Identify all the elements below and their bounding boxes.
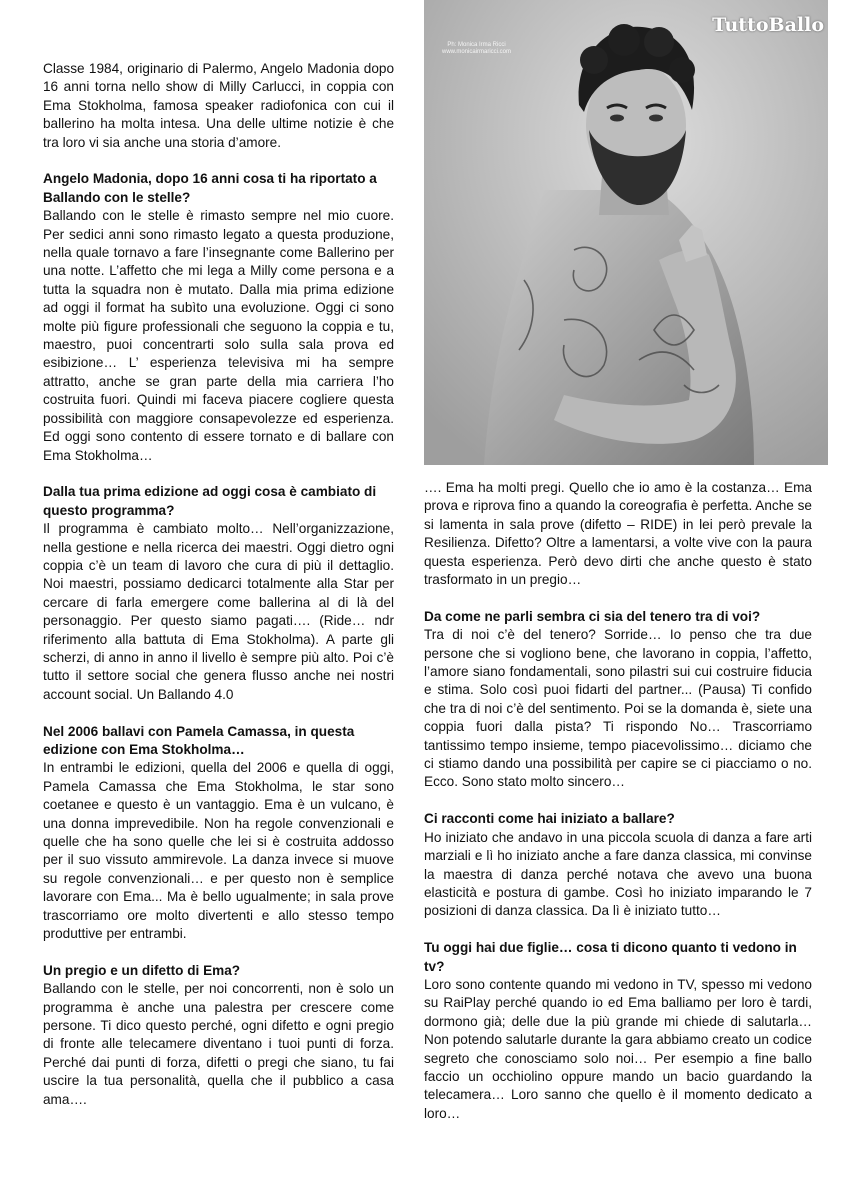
answer-paragraph: Ho iniziato che andavo in una piccola scuola di danza a fare arti marziali e lì ho iniziato anche a fare danza classica, mi convinse la maestra di danza perché notava che avevo una buona elasticità e postura di gambe. Così ho iniziato imparando le 7 posizioni di danza classica. Da lì è iniziato tutto… bbox=[424, 829, 812, 919]
answer-paragraph: Tra di noi c’è del tenero? Sorride… Io penso che tra due persone che si vogliono bene, che lavorano in coppia, l’affetto, l’amore siano fondamentali, sono pilastri sui cui costruire fiducia e stima. Solo così puoi fidarti del partner... (Pausa) Ti confido che tra di noi c’è del sentimento. Poi se la domanda è, siete una coppia fuori dalla pista? Ti rispondo No… Trascorriamo tantissimo tempo insieme, tempo piacevolissimo… diciamo che ci stiamo dando una possibilità per capire se ci piacciamo o no. Ecco. Sono stato molto sincero… bbox=[424, 627, 812, 790]
portrait-photo bbox=[424, 0, 828, 465]
photo-credit-website: www.monicairmaricci.com bbox=[441, 49, 511, 55]
answer-paragraph: Loro sono contente quando mi vedono in TV, spesso mi vedono su RaiPlay perché quando io ed Ema balliamo per loro è tardi, dormono già; delle due la più grande mi chiede di salutarla… Non potendo salutarle durante la gara abbiamo creato un codice segreto che conosciamo solo noi… Per esempio a fine ballo faccio un occhiolino oppure mando un bacio guardando la telecamera… Loro sanno che quello è il momento dedicato a loro… bbox=[424, 976, 812, 1121]
question-heading: Dalla tua prima edizione ad oggi cosa è cambiato di questo programma? bbox=[43, 484, 377, 518]
brand-logo: TuttoBallo bbox=[712, 14, 824, 36]
right-column bbox=[424, 479, 812, 1142]
question-heading: Tu oggi hai due figlie… cosa ti dicono quanto ti vedono in tv? bbox=[424, 940, 797, 974]
answer-paragraph: …. Ema ha molti pregi. Quello che io amo è la costanza… Ema prova e riprova fino a quando la coreografia è perfetta. Anche se si lamenta in sala prove (difetto – RIDE) in lei però prevale la Resilienza. Difetto? Oltre a lamentarsi, a volte vive con la paura questa esperienza. Però devo dirti che anche questo è stato trasformato in un pregio… bbox=[424, 480, 812, 588]
answer-paragraph: In entrambi le edizioni, quella del 2006 e quella di oggi, Pamela Camassa che Ema Stokholma, le star sono coetanee e questo è un vantaggio. Ema è un vulcano, è una donna imprevedibile. Non ha regole convenzionali e quelle che ha sono quelle che lei si è costruita addosso per il suo vissuto ammirevole. La danza invece si muove su regole convenzionali… e per questo non è semplice lavorare con Ema... Ma è bello ugualmente; in sala prove trascorriamo ore molto divertenti e allo stesso tempo produttive per entrambi. bbox=[43, 760, 394, 942]
question-heading: Nel 2006 ballavi con Pamela Camassa, in questa edizione con Ema Stokholma… bbox=[43, 723, 355, 757]
photo-credit bbox=[424, 42, 529, 56]
photo-credit-name: Ph: Monica Irma Ricci bbox=[447, 42, 506, 48]
intro-paragraph: Classe 1984, originario di Palermo, Angelo Madonia dopo 16 anni torna nello show di Milly Carlucci, in coppia con Ema Stokholma, famosa speaker radiofonica con cui il ballerino ha molta intesa. Una delle ultime notizie è che tra loro vi sia anche una storia d’amore. bbox=[43, 61, 394, 150]
question-heading: Un pregio e un difetto di Ema? bbox=[43, 962, 241, 978]
portrait-illustration bbox=[424, 0, 828, 465]
answer-paragraph: Il programma è cambiato molto… Nell’organizzazione, nella gestione e nella ricerca dei maestri. Oggi dietro ogni coppia c’è un team di lavoro che cura di più il dettaglio. Noi maestri, possiamo dedicarci totalmente alla Star per cercare di farla emergere come ballerina al di là del personaggio. Per questo siamo pagati…. (Ride… ndr riferimento alla battuta di Ema Stokholma). A parte gli scherzi, di anno in anno il livello è sempre più alto. Poi c’è tutto il settore social che genera flusso anche nei nostri account social. Un Ballando 4.0 bbox=[43, 521, 394, 702]
answer-paragraph: Ballando con le stelle, per noi concorrenti, non è solo un programma è anche una palestra per crescere come persone. Ti dico questo perché, ogni difetto e ogni pregio di fronte alle telecamere diventano i tuoi punti di forza. Perché dai punti di forza, difetti o pregi che siano, tu fai uscire la tua personalità, quella che il pubblico a casa ama…. bbox=[43, 981, 394, 1107]
left-column bbox=[43, 60, 394, 1127]
answer-paragraph: Ballando con le stelle è rimasto sempre nel mio cuore. Per sedici anni sono rimasto legato a questa produzione, nella quale tornavo a fare l’insegnante come Ballerino per una notte. L’affetto che mi lega a Milly come persona e a tutta la squadra non è mutato. Dalla mia prima edizione ad oggi il format ha subìto una evoluzione. Oggi ci sono molte più figure professionali che seguono la coppia e tu, maestro, puoi concentrarti solo sulla sala prova ed esibizione… L’ esperienza televisiva mi ha sempre attratto, anche se gran parte della mia carriera l’ho costruita fuori. Quindi mi faceva piacere cogliere questa possibilità con maggiore consapevolezze ed esperienza. Ed oggi sono contento di essere tornato e di ballare con Ema Stokholma… bbox=[43, 208, 394, 463]
question-heading: Ci racconti come hai iniziato a ballare? bbox=[424, 811, 675, 827]
question-heading: Da come ne parli sembra ci sia del tenero tra di voi? bbox=[424, 608, 761, 624]
question-heading: Angelo Madonia, dopo 16 anni cosa ti ha riportato a Ballando con le stelle? bbox=[43, 171, 377, 205]
